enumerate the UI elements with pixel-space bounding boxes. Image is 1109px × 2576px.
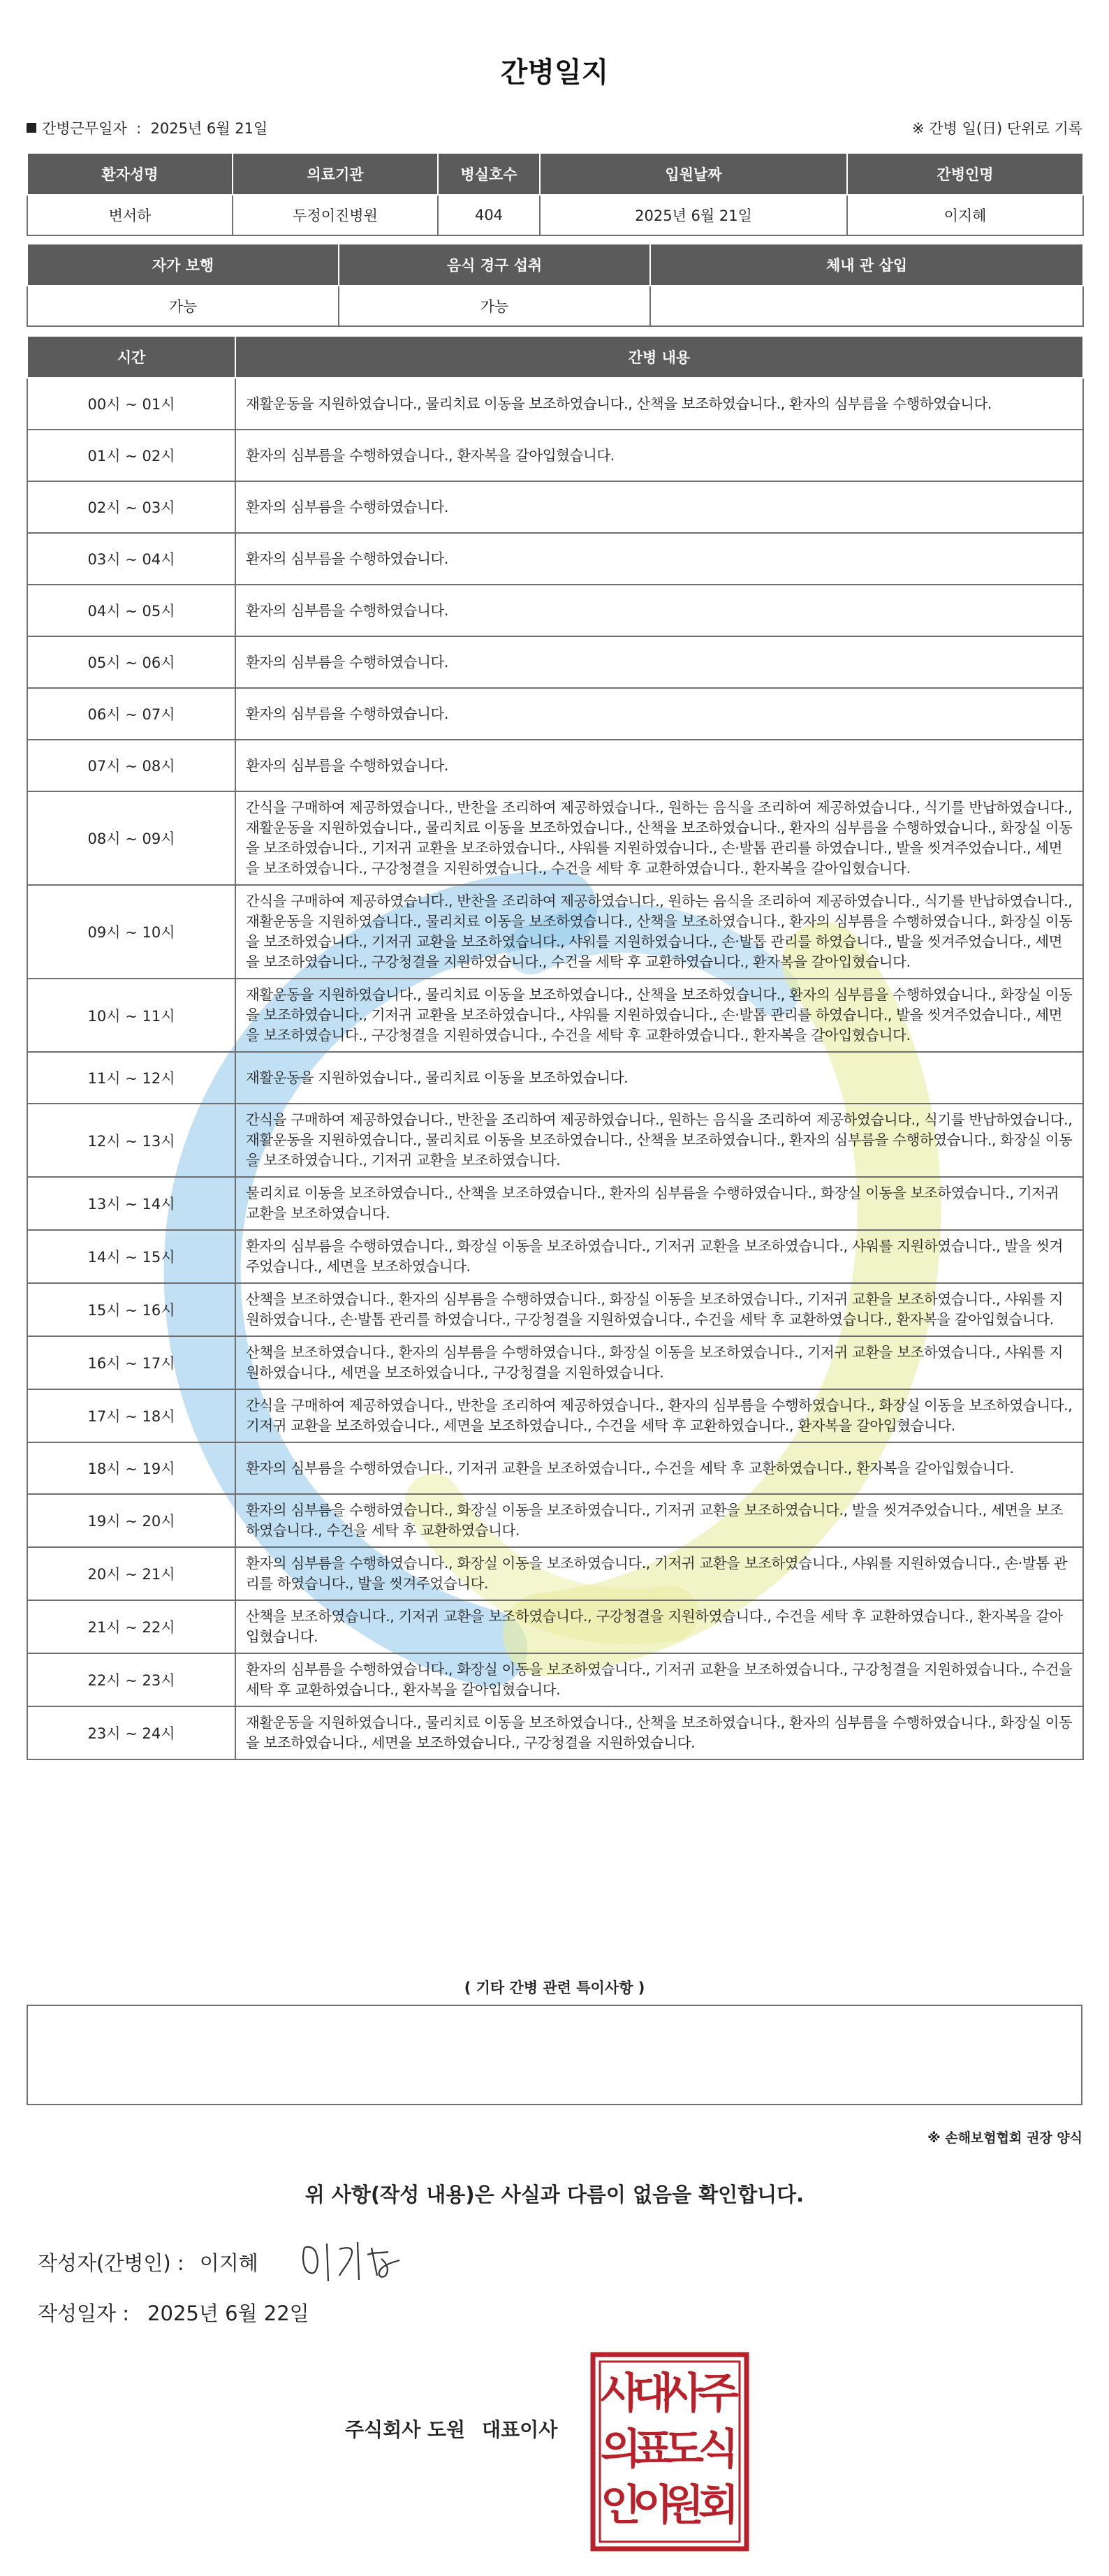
care-log-time: 18시 ~ 19시 bbox=[27, 1442, 235, 1494]
care-log-time: 00시 ~ 01시 bbox=[27, 378, 235, 430]
care-log-content: 환자의 심부름을 수행하였습니다. bbox=[235, 585, 1083, 636]
care-log-time: 06시 ~ 07시 bbox=[27, 688, 235, 740]
hospital-name: 두정이진병원 bbox=[233, 195, 438, 235]
care-log-time: 07시 ~ 08시 bbox=[27, 740, 235, 791]
care-log-content: 간식을 구매하여 제공하였습니다., 반찬을 조리하여 제공하였습니다., 원하는 음식을 조리하여 제공하였습니다., 식기를 반납하였습니다., 재활운동을 지원하였습니다., 물리치료 이동을 보조하였습니다., 산책을 보조하였습니다., 환자의 심부름을 수행하였습니다., 화장실 이동을 보조하였습니다., 기저귀 교환을 보조하였습니다., 샤워를 지원하였습니다., 손·발톱 관리를 하였습니다., 발을 씻겨주었습니다., 세면을 보조하였습니다., 구강청결을 지원하였습니다., 수건을 세탁 후 교환하였습니다., 환자복을 갈아입혔습니다. bbox=[235, 885, 1083, 979]
header-room-number: 병실호수 bbox=[438, 153, 540, 195]
care-log-row bbox=[27, 378, 1083, 430]
care-log-row bbox=[27, 585, 1083, 636]
care-log-time: 15시 ~ 16시 bbox=[27, 1283, 235, 1336]
header-hospital: 의료기관 bbox=[233, 153, 438, 195]
care-log-time: 19시 ~ 20시 bbox=[27, 1494, 235, 1547]
work-date-value: 2025년 6월 21일 bbox=[150, 120, 268, 137]
record-unit-note: ※ 간병 일(日) 단위로 기록 bbox=[912, 120, 1082, 137]
care-log-content: 환자의 심부름을 수행하였습니다., 화장실 이동을 보조하였습니다., 기저귀 교환을 보조하였습니다., 구강청결을 지원하였습니다., 수건을 세탁 후 교환하였습니다., 환자복을 갈아입혔습니다. bbox=[235, 1653, 1083, 1706]
caregiver-name: 이지혜 bbox=[847, 195, 1083, 235]
patient-status-value-row bbox=[27, 286, 1083, 326]
care-log-content: 산책을 보조하였습니다., 환자의 심부름을 수행하였습니다., 화장실 이동을 보조하였습니다., 기저귀 교환을 보조하였습니다., 샤워를 지원하였습니다., 손·발톱 관리를 하였습니다., 구강청결을 지원하였습니다., 수건을 세탁 후 교환하였습니다., 환자복을 갈아입혔습니다. bbox=[235, 1283, 1083, 1336]
representative-title: 대표이사 bbox=[482, 2418, 558, 2441]
company-name: 주식회사 도원 bbox=[345, 2418, 466, 2441]
patient-status-header-row bbox=[27, 244, 1083, 286]
writer-label: 작성자(간병인) : bbox=[38, 2251, 184, 2275]
seal-glyph: 도 bbox=[663, 2425, 704, 2474]
care-log-row bbox=[27, 688, 1083, 740]
care-log-time: 01시 ~ 02시 bbox=[27, 430, 235, 481]
care-log-time: 03시 ~ 04시 bbox=[27, 533, 235, 585]
care-log-row bbox=[27, 1336, 1083, 1389]
care-log-content: 환자의 심부름을 수행하였습니다., 환자복을 갈아입혔습니다. bbox=[235, 430, 1083, 481]
care-log-time: 08시 ~ 09시 bbox=[27, 791, 235, 885]
square-bullet-icon bbox=[27, 123, 36, 133]
care-log-content: 환자의 심부름을 수행하였습니다., 화장실 이동을 보조하였습니다., 기저귀 교환을 보조하였습니다., 샤워를 지원하였습니다., 손·발톱 관리를 하였습니다., 발을 씻겨주었습니다. bbox=[235, 1547, 1083, 1600]
care-log-content: 환자의 심부름을 수행하였습니다. bbox=[235, 636, 1083, 688]
patient-status-table bbox=[27, 243, 1084, 327]
care-log-content: 환자의 심부름을 수행하였습니다. bbox=[235, 533, 1083, 585]
care-log-row bbox=[27, 885, 1083, 979]
care-log-row bbox=[27, 1442, 1083, 1494]
care-log-row bbox=[27, 1547, 1083, 1600]
care-log-content: 환자의 심부름을 수행하였습니다., 화장실 이동을 보조하였습니다., 기저귀 교환을 보조하였습니다., 샤워를 지원하였습니다., 발을 씻겨주었습니다., 세면을 보조하였습니다. bbox=[235, 1230, 1083, 1283]
seal-glyph: 이 bbox=[633, 2481, 673, 2530]
care-log-time: 10시 ~ 11시 bbox=[27, 979, 235, 1052]
patient-info-table bbox=[27, 152, 1084, 236]
care-log-content: 산책을 보조하였습니다., 환자의 심부름을 수행하였습니다., 화장실 이동을 보조하였습니다., 기저귀 교환을 보조하였습니다., 샤워를 지원하였습니다., 세면을 보조하였습니다., 구강청결을 지원하였습니다. bbox=[235, 1336, 1083, 1389]
care-log-time: 21시 ~ 22시 bbox=[27, 1600, 235, 1653]
header-patient-name: 환자성명 bbox=[27, 153, 233, 195]
patient-info-value-row bbox=[27, 195, 1083, 235]
care-log-content: 간식을 구매하여 제공하였습니다., 반찬을 조리하여 제공하였습니다., 원하는 음식을 조리하여 제공하였습니다., 식기를 반납하였습니다., 재활운동을 지원하였습니다., 물리치료 이동을 보조하였습니다., 산책을 보조하였습니다., 환자의 심부름을 수행하였습니다., 화장실 이동을 보조하였습니다., 기저귀 교환을 보조하였습니다., 샤워를 지원하였습니다., 손·발톱 관리를 하였습니다., 발을 씻겨주었습니다., 세면을 보조하였습니다., 구강청결을 지원하였습니다., 수건을 세탁 후 교환하였습니다., 환자복을 갈아입혔습니다. bbox=[235, 791, 1083, 885]
care-log-time: 20시 ~ 21시 bbox=[27, 1547, 235, 1600]
care-log-row bbox=[27, 1104, 1083, 1177]
care-log-row bbox=[27, 1230, 1083, 1283]
care-log-time: 22시 ~ 23시 bbox=[27, 1653, 235, 1706]
tube-insertion-value bbox=[650, 286, 1083, 326]
header-time: 시간 bbox=[27, 336, 235, 378]
care-log-row bbox=[27, 1653, 1083, 1706]
care-log-table bbox=[27, 335, 1084, 1760]
care-log-row bbox=[27, 1052, 1083, 1104]
care-log-row bbox=[27, 791, 1083, 885]
care-log-time: 13시 ~ 14시 bbox=[27, 1177, 235, 1230]
seal-glyph: 대 bbox=[633, 2369, 673, 2418]
care-log-content: 재활운동을 지원하였습니다., 물리치료 이동을 보조하였습니다., 산책을 보조하였습니다., 환자의 심부름을 수행하였습니다., 화장실 이동을 보조하였습니다., 세면을 보조하였습니다., 구강청결을 지원하였습니다. bbox=[235, 1706, 1083, 1759]
header-caregiver-name: 간병인명 bbox=[847, 153, 1083, 195]
care-log-time: 23시 ~ 24시 bbox=[27, 1706, 235, 1759]
seal-glyph: 식 bbox=[698, 2425, 739, 2474]
seal-glyph: 인 bbox=[601, 2481, 641, 2530]
work-date-separator: : bbox=[136, 120, 142, 137]
header-tube-insertion: 체내 관 삽입 bbox=[650, 244, 1083, 286]
seal-glyph: 사 bbox=[601, 2369, 641, 2418]
care-log-content: 재활운동을 지원하였습니다., 물리치료 이동을 보조하였습니다., 산책을 보조하였습니다., 환자의 심부름을 수행하였습니다., 화장실 이동을 보조하였습니다., 기저귀 교환을 보조하였습니다., 샤워를 지원하였습니다., 손·발톱 관리를 하였습니다., 발을 씻겨주었습니다., 세면을 보조하였습니다., 구강청결을 지원하였습니다., 수건을 세탁 후 교환하였습니다., 환자복을 갈아입혔습니다. bbox=[235, 979, 1083, 1052]
seal-glyph: 회 bbox=[698, 2481, 739, 2530]
self-walking-value: 가능 bbox=[27, 286, 339, 326]
page-title: 간병일지 bbox=[500, 57, 609, 89]
meta-row bbox=[27, 117, 1082, 141]
header-admission-date: 입원날짜 bbox=[540, 153, 847, 195]
care-log-row bbox=[27, 1494, 1083, 1547]
patient-info-header-row bbox=[27, 153, 1083, 195]
seal-glyph: 사 bbox=[663, 2369, 704, 2418]
care-log-content: 간식을 구매하여 제공하였습니다., 반찬을 조리하여 제공하였습니다., 원하는 음식을 조리하여 제공하였습니다., 식기를 반납하였습니다., 재활운동을 지원하였습니다., 물리치료 이동을 보조하였습니다., 산책을 보조하였습니다., 환자의 심부름을 수행하였습니다., 화장실 이동을 보조하였습니다., 기저귀 교환을 보조하였습니다. bbox=[235, 1104, 1083, 1177]
care-log-time: 04시 ~ 05시 bbox=[27, 585, 235, 636]
care-log-content: 간식을 구매하여 제공하였습니다., 반찬을 조리하여 제공하였습니다., 환자의 심부름을 수행하였습니다., 화장실 이동을 보조하였습니다., 기저귀 교환을 보조하였습니다., 세면을 보조하였습니다., 수건을 세탁 후 교환하였습니다., 환자복을 갈아입혔습니다. bbox=[235, 1389, 1083, 1442]
work-date-label: 간병근무일자 bbox=[42, 120, 127, 137]
care-log-row bbox=[27, 740, 1083, 791]
handwritten-signature bbox=[299, 2227, 404, 2290]
written-date-label: 작성일자 : bbox=[38, 2301, 130, 2325]
written-date-value: 2025년 6월 22일 bbox=[147, 2301, 309, 2325]
recommended-form-note: ※ 손해보험협회 권장 양식 bbox=[927, 2130, 1082, 2146]
seal-glyph: 표 bbox=[633, 2425, 673, 2474]
company-seal-stamp bbox=[589, 2350, 751, 2553]
care-log-content: 환자의 심부름을 수행하였습니다. bbox=[235, 740, 1083, 791]
confirmation-statement: 위 사항(작성 내용)은 사실과 다름이 없음을 확인합니다. bbox=[304, 2183, 805, 2207]
care-log-content: 환자의 심부름을 수행하였습니다. bbox=[235, 481, 1083, 533]
header-oral-intake: 음식 경구 섭취 bbox=[339, 244, 650, 286]
care-log-body bbox=[27, 378, 1083, 1759]
care-log-time: 05시 ~ 06시 bbox=[27, 636, 235, 688]
company-line bbox=[345, 2415, 557, 2443]
seal-glyph: 주 bbox=[698, 2369, 739, 2418]
care-log-content: 환자의 심부름을 수행하였습니다. bbox=[235, 688, 1083, 740]
care-log-row bbox=[27, 430, 1083, 481]
care-log-row bbox=[27, 481, 1083, 533]
care-log-header-row bbox=[27, 336, 1083, 378]
oral-intake-value: 가능 bbox=[339, 286, 650, 326]
care-log-time: 16시 ~ 17시 bbox=[27, 1336, 235, 1389]
written-date-line bbox=[38, 2298, 309, 2327]
care-log-row bbox=[27, 979, 1083, 1052]
admission-date: 2025년 6월 21일 bbox=[540, 195, 847, 235]
care-log-time: 11시 ~ 12시 bbox=[27, 1052, 235, 1104]
header-self-walking: 자가 보행 bbox=[27, 244, 339, 286]
patient-name: 변서하 bbox=[27, 195, 233, 235]
care-log-row bbox=[27, 1600, 1083, 1653]
header-care-content: 간병 내용 bbox=[235, 336, 1083, 378]
care-log-time: 14시 ~ 15시 bbox=[27, 1230, 235, 1283]
seal-glyph: 원 bbox=[663, 2481, 704, 2530]
care-log-row bbox=[27, 636, 1083, 688]
care-log-row bbox=[27, 1706, 1083, 1759]
care-log-content: 산책을 보조하였습니다., 기저귀 교환을 보조하였습니다., 구강청결을 지원하였습니다., 수건을 세탁 후 교환하였습니다., 환자복을 갈아입혔습니다. bbox=[235, 1600, 1083, 1653]
care-log-row bbox=[27, 1177, 1083, 1230]
care-log-content: 물리치료 이동을 보조하였습니다., 산책을 보조하였습니다., 환자의 심부름을 수행하였습니다., 화장실 이동을 보조하였습니다., 기저귀 교환을 보조하였습니다. bbox=[235, 1177, 1083, 1230]
care-log-content: 재활운동을 지원하였습니다., 물리치료 이동을 보조하였습니다., 산책을 보조하였습니다., 환자의 심부름을 수행하였습니다. bbox=[235, 378, 1083, 430]
care-log-time: 02시 ~ 03시 bbox=[27, 481, 235, 533]
room-number: 404 bbox=[438, 195, 540, 235]
care-log-row bbox=[27, 1283, 1083, 1336]
special-notes-title: ( 기타 간병 관련 특이사항 ) bbox=[464, 1979, 645, 1996]
care-log-content: 재활운동을 지원하였습니다., 물리치료 이동을 보조하였습니다. bbox=[235, 1052, 1083, 1104]
care-log-row bbox=[27, 1389, 1083, 1442]
special-notes-box bbox=[27, 2005, 1082, 2105]
care-log-time: 09시 ~ 10시 bbox=[27, 885, 235, 979]
writer-line bbox=[38, 2248, 258, 2276]
care-log-row bbox=[27, 533, 1083, 585]
seal-glyph: 의 bbox=[601, 2425, 641, 2474]
writer-name: 이지혜 bbox=[199, 2251, 258, 2275]
work-date bbox=[27, 117, 267, 138]
care-log-time: 12시 ~ 13시 bbox=[27, 1104, 235, 1177]
care-log-time: 17시 ~ 18시 bbox=[27, 1389, 235, 1442]
care-log-content: 환자의 심부름을 수행하였습니다., 기저귀 교환을 보조하였습니다., 수건을 세탁 후 교환하였습니다., 환자복을 갈아입혔습니다. bbox=[235, 1442, 1083, 1494]
care-log-content: 환자의 심부름을 수행하였습니다., 화장실 이동을 보조하였습니다., 기저귀 교환을 보조하였습니다., 발을 씻겨주었습니다., 세면을 보조하였습니다., 수건을 세탁 후 교환하였습니다. bbox=[235, 1494, 1083, 1547]
